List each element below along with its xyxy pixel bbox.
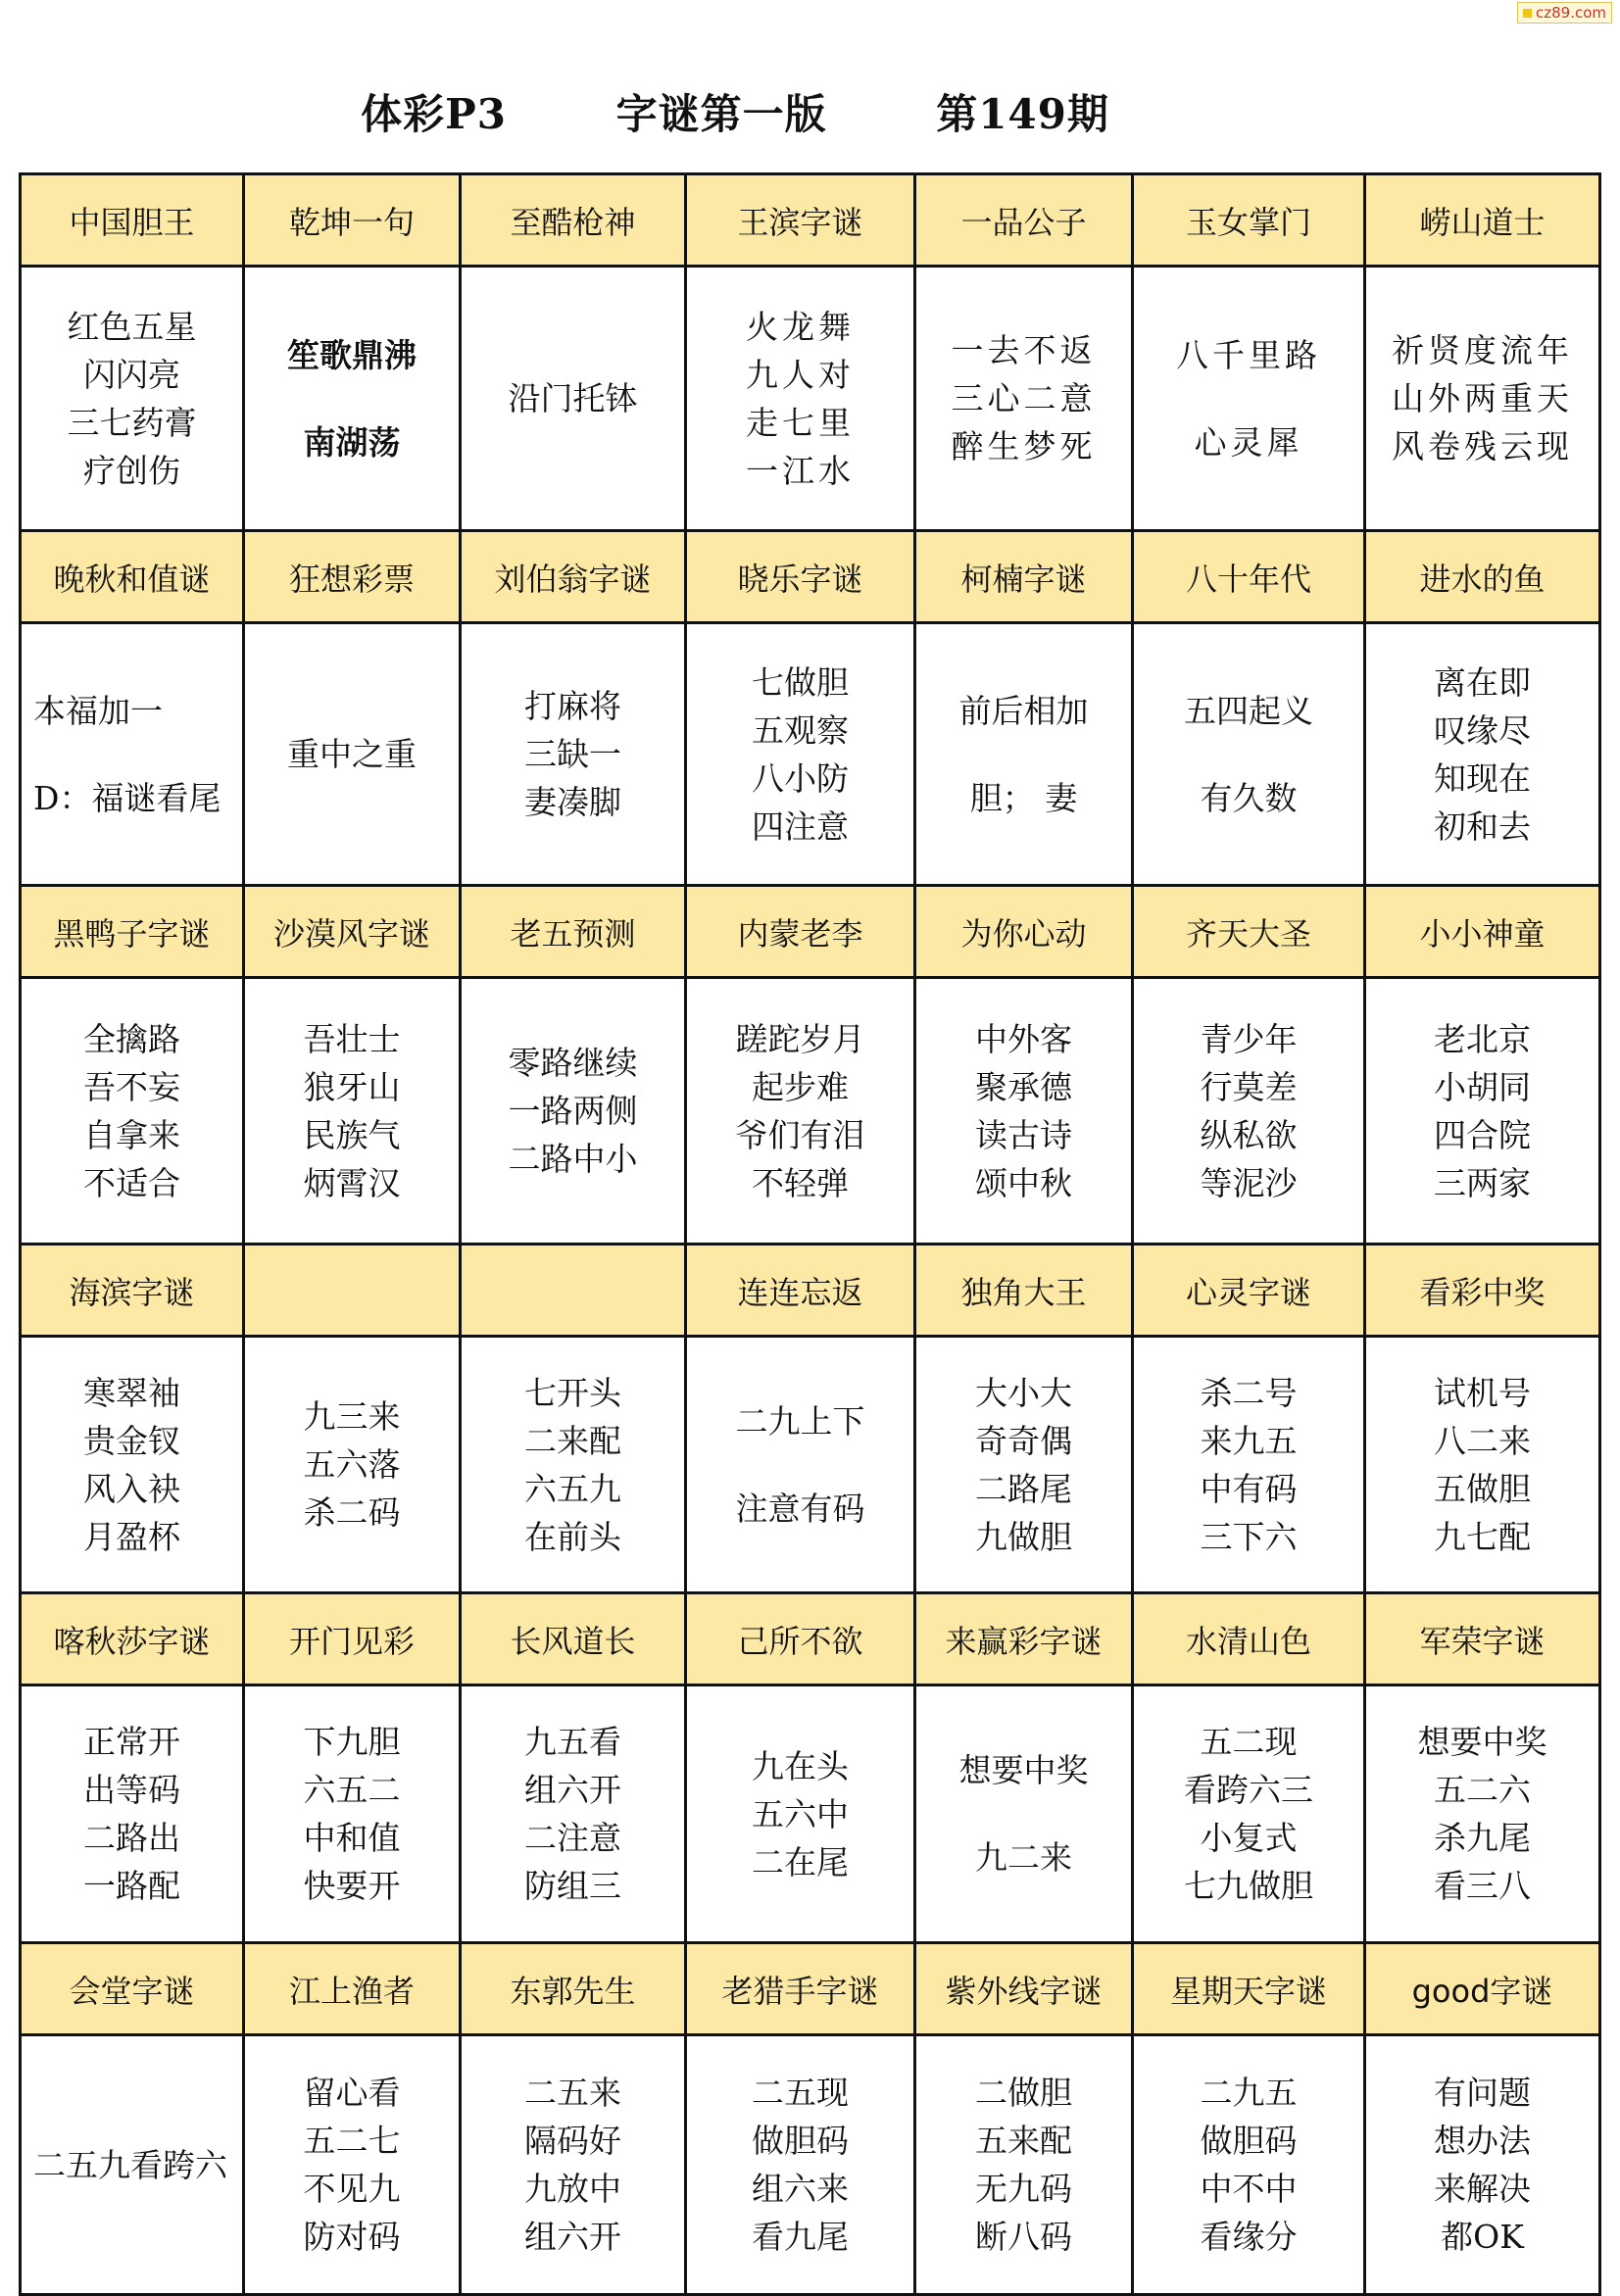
header-row	[21, 174, 1600, 267]
page-title	[0, 82, 1470, 141]
riddle-row	[21, 978, 1600, 1245]
column-title-cell: 玉女掌门	[1133, 174, 1365, 267]
riddle-line: 笙歌鼎沸	[287, 335, 417, 374]
riddle-line: 组六来	[752, 2170, 849, 2208]
riddle-row	[21, 1685, 1600, 1943]
riddle-line: 六五九	[524, 1469, 621, 1508]
riddle-line: 吾壮士	[303, 1019, 401, 1058]
riddle-line: 吾不妄	[83, 1067, 180, 1106]
riddle-cell	[1365, 2035, 1600, 2295]
riddle-cell	[461, 2035, 686, 2295]
riddle-line: 蹉跎岁月	[735, 1019, 865, 1058]
riddle-line: 七开头	[524, 1373, 621, 1412]
header-row	[21, 1593, 1600, 1685]
riddle-line: 重中之重	[287, 735, 417, 773]
riddle-line: 二路中小	[508, 1140, 638, 1178]
line-gap	[1134, 379, 1363, 418]
riddle-cell	[21, 1337, 244, 1593]
riddle-line: 做胆码	[752, 2122, 849, 2160]
line-gap	[1134, 735, 1363, 774]
riddle-line: 做胆码	[1200, 2122, 1298, 2160]
riddle-line: 自拿来	[83, 1115, 180, 1154]
riddle-cell	[461, 978, 686, 1245]
riddle-line: 八小防	[752, 758, 849, 798]
riddle-line: 四合院	[1434, 1115, 1531, 1154]
column-title-cell: 水清山色	[1133, 1593, 1365, 1685]
riddle-line: 五做胆	[1434, 1469, 1531, 1508]
riddle-line: 二来配	[524, 1421, 621, 1460]
riddle-cell	[21, 978, 244, 1245]
riddle-line: 二做胆	[975, 2074, 1072, 2112]
riddle-line: 九三来	[303, 1397, 401, 1436]
riddle-line: 出等码	[83, 1771, 180, 1809]
riddle-line: 五二七	[303, 2122, 401, 2160]
riddle-line: 防对码	[303, 2218, 401, 2256]
riddle-line: 风入袂	[83, 1469, 180, 1508]
riddle-line: 试机号	[1434, 1373, 1531, 1412]
riddle-line: 叹缘尽	[1434, 710, 1531, 750]
riddle-line: 九七配	[1434, 1517, 1531, 1556]
riddle-line: 都OK	[1441, 2218, 1524, 2256]
riddle-cell	[686, 1685, 915, 1943]
riddle-cell	[915, 2035, 1133, 2295]
column-title-cell: 军荣字谜	[1365, 1593, 1600, 1685]
column-title-cell: 为你心动	[915, 886, 1133, 978]
riddle-line: 想要中奖	[958, 1751, 1089, 1789]
riddle-line: 九五看	[524, 1723, 621, 1761]
column-title-cell: 喀秋莎字谜	[21, 1593, 244, 1685]
column-title-cell: 柯楠字谜	[915, 531, 1133, 623]
riddle-cell	[21, 2035, 244, 2295]
riddle-line: 杀二码	[303, 1493, 401, 1532]
riddle-cell	[1365, 978, 1600, 1245]
column-title-cell: 沙漠风字谜	[244, 886, 461, 978]
riddle-line: 一路两侧	[508, 1092, 638, 1130]
riddle-line: 本福加一	[33, 691, 163, 730]
riddle-line: 六五二	[303, 1771, 401, 1809]
riddle-line: 八二来	[1434, 1421, 1531, 1460]
column-title-cell: 看彩中奖	[1365, 1245, 1600, 1337]
riddle-cell	[1133, 978, 1365, 1245]
riddle-cell	[244, 978, 461, 1245]
riddle-line: 炳霄汉	[303, 1163, 401, 1202]
riddle-line: 贵金钗	[83, 1421, 180, 1460]
riddle-line: 中和值	[303, 1819, 401, 1857]
column-title-cell: 江上渔者	[244, 1943, 461, 2035]
riddle-line: 大小大	[975, 1373, 1072, 1412]
riddle-line: 二九五	[1200, 2074, 1298, 2112]
header-row	[21, 886, 1600, 978]
riddle-line: 想办法	[1434, 2122, 1531, 2160]
riddle-line: 二路出	[83, 1819, 180, 1857]
riddle-cell	[1365, 1337, 1600, 1593]
riddle-line: 青少年	[1200, 1019, 1298, 1058]
riddle-line: 等泥沙	[1200, 1163, 1298, 1202]
riddle-cell	[686, 978, 915, 1245]
riddle-line: 四注意	[752, 806, 849, 846]
riddle-line: 组六开	[524, 1771, 621, 1809]
riddle-line: 全擒路	[83, 1019, 180, 1058]
riddle-cell	[915, 623, 1133, 886]
column-title-cell: 晓乐字谜	[686, 531, 915, 623]
column-title-cell: 黑鸭子字谜	[21, 886, 244, 978]
riddle-line: 五二现	[1200, 1723, 1298, 1761]
riddle-line: 南湖荡	[303, 422, 401, 462]
column-title-cell: 心灵字谜	[1133, 1245, 1365, 1337]
riddle-line: 二五来	[524, 2074, 621, 2112]
riddle-row	[21, 2035, 1600, 2295]
riddle-line: 狼牙山	[303, 1067, 401, 1106]
riddle-line: 走七里	[746, 403, 855, 442]
riddle-line: 五来配	[975, 2122, 1072, 2160]
riddle-cell	[1365, 623, 1600, 886]
riddle-cell	[21, 623, 244, 886]
riddle-line: 民族气	[303, 1115, 401, 1154]
riddle-cell	[244, 267, 461, 531]
riddle-cell	[686, 2035, 915, 2295]
watermark-text: cz89.com	[1535, 4, 1606, 22]
riddle-line: 留心看	[303, 2074, 401, 2112]
riddle-line: 奇奇偶	[975, 1421, 1072, 1460]
line-gap	[33, 735, 242, 774]
column-title-cell: 齐天大圣	[1133, 886, 1365, 978]
riddle-line: 八千里路	[1176, 335, 1321, 374]
riddle-line: 组六开	[524, 2218, 621, 2256]
riddle-line: 三下六	[1200, 1517, 1298, 1556]
riddle-line: 小胡同	[1434, 1067, 1531, 1106]
title-brand: 体彩P3	[361, 90, 507, 138]
column-title-cell	[244, 1245, 461, 1337]
header-row	[21, 1245, 1600, 1337]
riddle-line: 寒翠袖	[83, 1373, 180, 1412]
riddle-line: 隔码好	[524, 2122, 621, 2160]
riddle-cell	[1133, 1685, 1365, 1943]
column-title-cell: 己所不欲	[686, 1593, 915, 1685]
riddle-line: 看九尾	[752, 2218, 849, 2256]
riddle-cell	[915, 1337, 1133, 1593]
riddle-line: 七九做胆	[1184, 1867, 1313, 1905]
column-title-cell: 东郭先生	[461, 1943, 686, 2035]
riddle-line: 起步难	[752, 1067, 849, 1106]
riddle-line: 二五九看跨六	[33, 2145, 227, 2184]
riddle-cell	[461, 267, 686, 531]
column-title-cell: 内蒙老李	[686, 886, 915, 978]
column-title-cell: 乾坤一句	[244, 174, 461, 267]
riddle-line: 五二六	[1434, 1771, 1531, 1809]
riddle-cell	[461, 1337, 686, 1593]
riddle-line: 聚承德	[975, 1067, 1072, 1106]
riddle-line: 二路尾	[975, 1469, 1072, 1508]
column-title-cell: 王滨字谜	[686, 174, 915, 267]
riddle-line: 小复式	[1200, 1819, 1298, 1857]
riddle-line: 行莫差	[1200, 1067, 1298, 1106]
column-title-cell: 紫外线字谜	[915, 1943, 1133, 2035]
riddle-line: 看三八	[1434, 1867, 1531, 1905]
riddle-line: 二在尾	[752, 1842, 849, 1881]
column-title-cell: 老五预测	[461, 886, 686, 978]
column-title-cell: 中国胆王	[21, 174, 244, 267]
column-title-cell: 小小神童	[1365, 886, 1600, 978]
riddle-line: 月盈杯	[83, 1517, 180, 1556]
column-title-cell: 进水的鱼	[1365, 531, 1600, 623]
riddle-line: 在前头	[524, 1517, 621, 1556]
riddle-line: 一路配	[83, 1867, 180, 1905]
riddle-line: 断八码	[975, 2218, 1072, 2256]
riddle-line: 想要中奖	[1417, 1723, 1547, 1761]
column-title-cell: good字谜	[1365, 1943, 1600, 2035]
riddle-line: 七做胆	[752, 662, 849, 702]
riddle-line: 三两家	[1434, 1163, 1531, 1202]
riddle-row	[21, 267, 1600, 531]
riddle-line: 山外两重天	[1392, 379, 1573, 417]
riddle-cell	[915, 1685, 1133, 1943]
column-title-cell: 崂山道士	[1365, 174, 1600, 267]
riddle-cell	[244, 2035, 461, 2295]
riddle-line: 九人对	[746, 355, 855, 394]
riddle-line: 中有码	[1200, 1469, 1298, 1508]
riddle-cell	[1365, 1685, 1600, 1943]
riddle-cell	[461, 623, 686, 886]
riddle-line: 看跨六三	[1184, 1771, 1313, 1809]
riddle-line: 杀九尾	[1434, 1819, 1531, 1857]
column-title-cell: 一品公子	[915, 174, 1133, 267]
riddle-line: 知现在	[1434, 758, 1531, 798]
column-title-cell: 刘伯翁字谜	[461, 531, 686, 623]
riddle-line: 九做胆	[975, 1517, 1072, 1556]
column-title-cell: 至酷枪神	[461, 174, 686, 267]
riddle-line: 沿门托钵	[508, 379, 638, 417]
riddle-line: 零路继续	[508, 1044, 638, 1082]
riddle-line: 九二来	[975, 1838, 1072, 1877]
riddle-cell	[1133, 1337, 1365, 1593]
riddle-line: 来九五	[1200, 1421, 1298, 1460]
riddle-line: 注意有码	[735, 1489, 865, 1528]
column-title-cell: 八十年代	[1133, 531, 1365, 623]
title-issue: 第149期	[936, 90, 1109, 138]
riddle-line: 三缺一	[524, 735, 621, 773]
riddle-line: 五观察	[752, 710, 849, 750]
riddle-row	[21, 1337, 1600, 1593]
riddle-line: 有问题	[1434, 2074, 1531, 2112]
line-gap	[245, 379, 459, 418]
riddle-line: 不轻弹	[752, 1163, 849, 1202]
riddle-line: 三七药膏	[67, 403, 197, 442]
riddle-cell	[244, 1685, 461, 1943]
riddle-cell	[1133, 2035, 1365, 2295]
riddle-line: 读古诗	[975, 1115, 1072, 1154]
riddle-line: 火龙舞	[746, 307, 855, 346]
watermark-square-icon	[1523, 9, 1532, 18]
riddle-cell	[686, 623, 915, 886]
riddle-cell	[686, 1337, 915, 1593]
riddle-cell	[1133, 267, 1365, 531]
riddle-line: 初和去	[1434, 806, 1531, 846]
riddle-cell	[244, 623, 461, 886]
riddle-line: 二九上下	[735, 1401, 865, 1441]
riddle-line: 颂中秋	[975, 1163, 1072, 1202]
riddle-cell	[915, 267, 1133, 531]
riddle-line: 醉生梦死	[951, 427, 1097, 465]
column-title-cell: 来赢彩字谜	[915, 1593, 1133, 1685]
riddle-line: 五六落	[303, 1445, 401, 1484]
column-title-cell: 海滨字谜	[21, 1245, 244, 1337]
riddle-line: 五四起义	[1184, 691, 1313, 730]
riddle-line: 正常开	[83, 1723, 180, 1761]
riddle-cell	[1133, 623, 1365, 886]
riddle-cell	[915, 978, 1133, 1245]
riddle-line: 中外客	[975, 1019, 1072, 1058]
column-title-cell: 开门见彩	[244, 1593, 461, 1685]
column-title-cell: 连连忘返	[686, 1245, 915, 1337]
line-gap	[916, 1794, 1131, 1833]
riddle-line: 心灵犀	[1194, 422, 1303, 462]
column-title-cell: 长风道长	[461, 1593, 686, 1685]
column-title-cell: 老猎手字谜	[686, 1943, 915, 2035]
riddle-line: 二注意	[524, 1819, 621, 1857]
line-gap	[687, 1445, 913, 1485]
riddle-line: 红色五星	[67, 307, 197, 346]
riddle-line: 打麻将	[524, 687, 621, 725]
riddle-line: 防组三	[524, 1867, 621, 1905]
riddle-line: 快要开	[303, 1867, 401, 1905]
riddle-line: 不见九	[303, 2170, 401, 2208]
riddle-line: 不适合	[83, 1163, 180, 1202]
riddle-cell	[1365, 267, 1600, 531]
column-title-cell: 星期天字谜	[1133, 1943, 1365, 2035]
column-title-cell: 会堂字谜	[21, 1943, 244, 2035]
riddle-line: 离在即	[1434, 662, 1531, 702]
riddle-line: 中不中	[1200, 2170, 1298, 2208]
riddle-table	[19, 172, 1601, 2296]
riddle-line: 有久数	[1200, 778, 1298, 817]
riddle-line: 闪闪亮	[83, 355, 180, 394]
riddle-line: 无九码	[975, 2170, 1072, 2208]
riddle-line: 看缘分	[1200, 2218, 1298, 2256]
column-title-cell: 独角大王	[915, 1245, 1133, 1337]
riddle-line: 一去不返	[951, 331, 1097, 369]
riddle-line: 胆； 妻	[969, 778, 1078, 817]
line-gap	[916, 735, 1131, 774]
riddle-line: 老北京	[1434, 1019, 1531, 1058]
riddle-line: 九放中	[524, 2170, 621, 2208]
riddle-line: 爷们有泪	[735, 1115, 865, 1154]
column-title-cell: 晚秋和值谜	[21, 531, 244, 623]
riddle-cell	[686, 267, 915, 531]
riddle-cell	[244, 1337, 461, 1593]
site-watermark	[1517, 2, 1612, 24]
riddle-row	[21, 623, 1600, 886]
riddle-line: 纵私欲	[1200, 1115, 1298, 1154]
riddle-line: 三心二意	[951, 379, 1097, 417]
header-row	[21, 531, 1600, 623]
riddle-line: 杀二号	[1200, 1373, 1298, 1412]
riddle-line: 一江水	[746, 451, 855, 490]
riddle-line: 来解决	[1434, 2170, 1531, 2208]
riddle-line: 九在头	[752, 1746, 849, 1785]
riddle-line: 祈贤度流年	[1392, 331, 1573, 369]
riddle-line: 二五现	[752, 2074, 849, 2112]
riddle-line: 五六中	[752, 1794, 849, 1833]
riddle-line: D：福谜看尾	[33, 778, 221, 817]
riddle-cell	[21, 267, 244, 531]
riddle-line: 下九胆	[303, 1723, 401, 1761]
riddle-cell	[461, 1685, 686, 1943]
riddle-cell	[21, 1685, 244, 1943]
column-title-cell: 狂想彩票	[244, 531, 461, 623]
riddle-line: 疗创伤	[83, 451, 180, 490]
header-row	[21, 1943, 1600, 2035]
riddle-line: 妻凑脚	[524, 783, 621, 821]
column-title-cell	[461, 1245, 686, 1337]
title-edition: 字谜第一版	[615, 90, 827, 138]
riddle-line: 风卷残云现	[1392, 427, 1573, 465]
riddle-line: 前后相加	[958, 691, 1089, 730]
